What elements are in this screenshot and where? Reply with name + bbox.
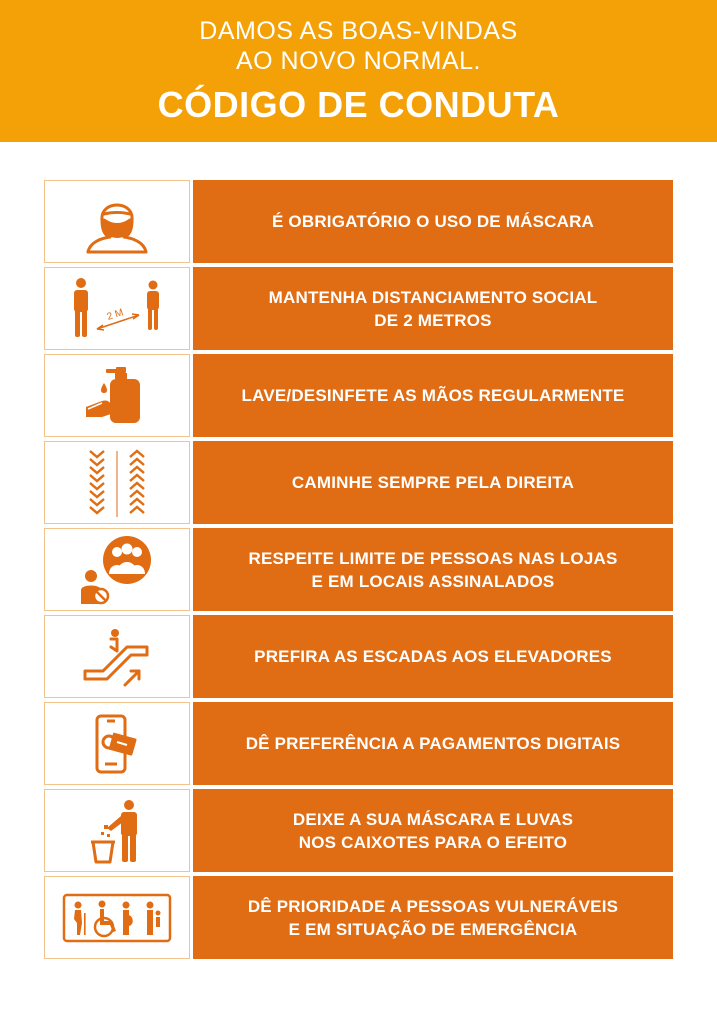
- people-limit-icon: [77, 534, 157, 606]
- rule-text: [193, 702, 673, 785]
- rule-row: [44, 528, 673, 611]
- rule-line: LAVE/DESINFETE AS MÃOS REGULARMENTE: [241, 386, 625, 405]
- rule-line: CAMINHE SEMPRE PELA DIREITA: [291, 473, 575, 492]
- rule-row: [44, 267, 673, 350]
- icon-cell: [44, 876, 190, 959]
- walk-right-arrows-icon: [82, 447, 152, 519]
- rule-row: [44, 789, 673, 872]
- rule-row: [44, 876, 673, 959]
- rule-row: [44, 180, 673, 263]
- hand-sanitizer-icon: [82, 363, 152, 429]
- header-banner: [0, 0, 717, 142]
- rule-text: [193, 180, 673, 263]
- rule-line: RESPEITE LIMITE DE PESSOAS NAS LOJAS: [248, 548, 618, 568]
- rule-line: NOS CAIXOTES PARA O EFEITO: [298, 832, 568, 852]
- rule-line: DÊ PRIORIDADE A PESSOAS VULNERÁVEIS: [247, 896, 619, 916]
- rule-line: PREFIRA AS ESCADAS AOS ELEVADORES: [254, 647, 612, 666]
- rule-line: É OBRIGATÓRIO O USO DE MÁSCARA: [271, 212, 595, 231]
- icon-cell: [44, 615, 190, 698]
- rule-text: [193, 441, 673, 524]
- icon-cell: [44, 267, 190, 350]
- icon-cell: [44, 441, 190, 524]
- distance-label: 2 M: [105, 306, 125, 323]
- icon-cell: [44, 702, 190, 785]
- icon-cell: [44, 180, 190, 263]
- rule-line: DÊ PREFERÊNCIA A PAGAMENTOS DIGITAIS: [245, 734, 621, 753]
- rule-text: [193, 615, 673, 698]
- rule-row: [44, 354, 673, 437]
- stairs-icon: [81, 627, 153, 687]
- icon-cell: [44, 528, 190, 611]
- page-title: CÓDIGO DE CONDUTA: [157, 84, 560, 125]
- welcome-line-2: AO NOVO NORMAL.: [235, 47, 482, 75]
- rule-line: E EM SITUAÇÃO DE EMERGÊNCIA: [288, 919, 578, 939]
- rule-line: DEIXE A SUA MÁSCARA E LUVAS: [292, 809, 574, 829]
- icon-cell: [44, 354, 190, 437]
- rule-text: [193, 354, 673, 437]
- rule-line: DE 2 METROS: [374, 310, 492, 330]
- rule-row: [44, 441, 673, 524]
- icon-cell: [44, 789, 190, 872]
- priority-people-icon: [62, 893, 172, 943]
- social-distance-icon: [69, 277, 165, 341]
- mask-icon: [82, 190, 152, 254]
- rule-line: MANTENHA DISTANCIAMENTO SOCIAL: [268, 287, 598, 307]
- rule-text: [193, 789, 673, 872]
- trash-bin-icon: [87, 798, 147, 864]
- rule-text: [193, 876, 673, 959]
- rule-text: [193, 528, 673, 611]
- rule-text: [193, 267, 673, 350]
- rule-line: E EM LOCAIS ASSINALADOS: [311, 571, 555, 591]
- digital-payment-icon: [91, 712, 143, 776]
- rule-row: [44, 615, 673, 698]
- welcome-line-1: DAMOS AS BOAS-VINDAS: [199, 17, 518, 45]
- rules-list: [44, 180, 673, 963]
- rule-row: [44, 702, 673, 785]
